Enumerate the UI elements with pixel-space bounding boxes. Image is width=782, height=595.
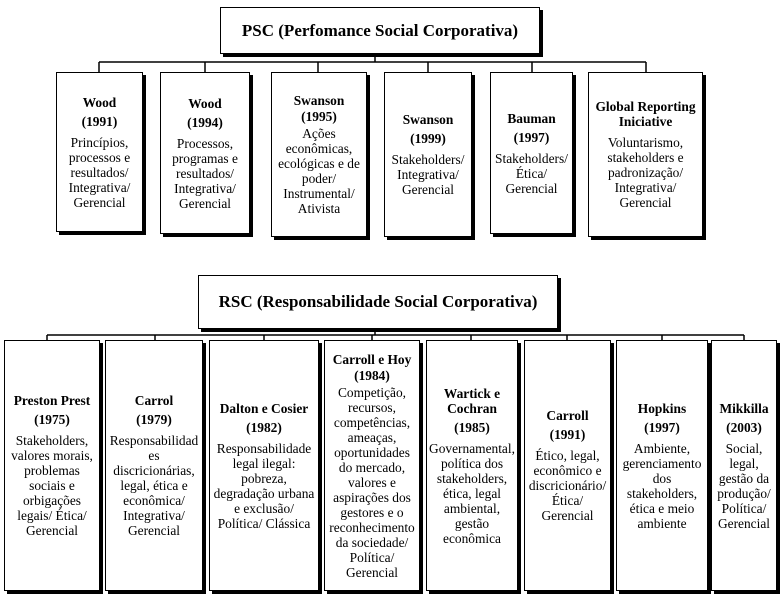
psc-card-wood-1994 (160, 72, 250, 234)
card-description: Ambiente, gerenciamento dos stakeholders, ética e meio ambiente (622, 440, 702, 531)
card-description: Ético, legal, econômico e discricionário/ Ética/ Gerencial (528, 448, 607, 523)
rsc-card-preston-1975 (4, 340, 100, 591)
card-year: (1997) (644, 419, 680, 435)
card-year: (1984) (354, 367, 390, 383)
rsc-card-dalton-cosier-1982 (209, 340, 319, 591)
card-author: Dalton e Cosier (219, 400, 309, 416)
psc-card-wood-1991 (56, 72, 143, 232)
card-author: Global Reporting Iniciative (595, 99, 696, 129)
card-description: Competição, recursos, competências, ameaças, oportunidades do mercado, valores e aspirações dos gestores e o reconhecimento da sociedade/ Política/ Gerencial (329, 384, 415, 580)
card-author: Mikkilla (719, 400, 769, 416)
card-description: Governamental, política dos stakeholders, ética, legal ambiental, gestão econômica (429, 440, 515, 546)
card-author: Swanson (402, 112, 454, 127)
card-author: Carroll (546, 408, 589, 423)
card-description: Responsabilidades discricionárias, legal, ética e econômica/ Integrativa/ Gerencial (109, 433, 199, 538)
card-author: Wood (188, 95, 222, 111)
card-year: (1997) (513, 129, 550, 145)
card-description: Ações econômicas, ecológicas e de poder/ Instrumental/ Ativista (278, 126, 360, 216)
card-author: Swanson (293, 93, 345, 108)
psc-card-swanson-1999 (384, 72, 472, 237)
psc-card-bauman-1997 (490, 72, 573, 234)
rsc-title-box (198, 275, 558, 329)
card-year: (1982) (246, 419, 282, 435)
psc-card-swanson-1995 (271, 72, 367, 237)
card-year: (1999) (410, 131, 446, 146)
card-author: Hopkins (637, 400, 687, 416)
card-description: Social, legal, gestão da produção/ Política/ Gerencial (717, 440, 771, 531)
rsc-card-carrol-1979 (105, 340, 203, 591)
card-description: Stakeholders/ Integrativa/ Gerencial (391, 152, 465, 197)
card-year: (1979) (136, 412, 172, 427)
rsc-card-carroll-1991 (524, 340, 611, 591)
card-author: Carrol (134, 393, 174, 408)
card-year: (1991) (81, 113, 118, 129)
card-author: Wood (82, 94, 117, 110)
card-author: Preston Prest (13, 393, 91, 408)
card-description: Stakeholders, valores morais, problemas sociais e orbigações legais/ Ética/ Gerencial (11, 433, 93, 538)
card-year: (1985) (454, 419, 490, 435)
card-year: (1975) (34, 412, 70, 427)
card-author: Wartick e Cochran (443, 385, 501, 416)
psc-title: PSC (Perfomance Social Corporativa) (241, 20, 519, 40)
card-year: (1994) (187, 114, 223, 130)
card-author: Bauman (507, 110, 556, 126)
rsc-title: RSC (Responsabilidade Social Corporativa) (218, 292, 538, 311)
card-description: Princípios, processos e resultados/ Integrativa/ Gerencial (68, 134, 131, 210)
psc-title-box (220, 7, 540, 54)
psc-card-global-reporting (588, 72, 703, 237)
card-description: Responsabilidade legal ilegal: pobreza, degradação urbana e exclusão/ Política/ Clássica (213, 440, 315, 531)
card-year: (1995) (301, 109, 337, 124)
card-description: Processos, programas e resultados/ Integrativa/ Gerencial (172, 135, 238, 211)
card-author: Carroll e Hoy (332, 351, 412, 367)
card-description: Voluntarismo, stakeholders e padronização/ Integrativa/ Gerencial (607, 135, 684, 210)
card-description: Stakeholders/ Ética/ Gerencial (495, 150, 568, 196)
card-year: (1991) (549, 427, 586, 442)
rsc-card-hopkins-1997 (616, 340, 708, 591)
rsc-card-wartick-cochran-1985 (426, 340, 518, 591)
rsc-card-mikkilla-2003 (711, 340, 777, 591)
card-year: (2003) (726, 419, 762, 435)
rsc-card-carroll-hoy-1984 (324, 340, 420, 591)
